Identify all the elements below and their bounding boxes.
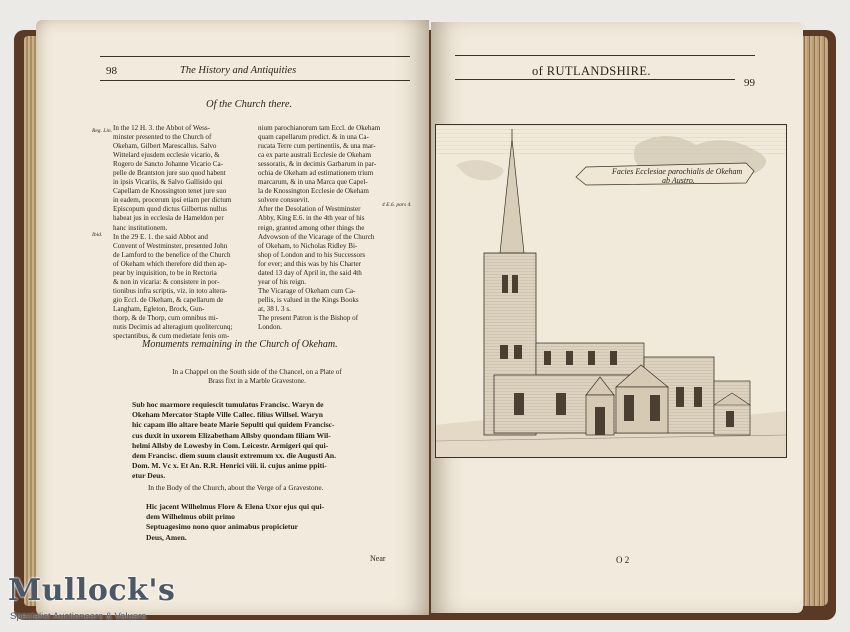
signature-mark: O 2 (616, 555, 630, 565)
column-2-line: for ever; and this was by his Charter (258, 259, 362, 268)
column-1-line: of Okeham which therefore did then ap- (113, 259, 227, 268)
column-2-line: at, 38 l. 3 s. (258, 304, 291, 313)
header-rule-top (100, 56, 410, 57)
margin-note-reg: Reg. Lin. (92, 128, 113, 134)
column-2-line: year of his reign. (258, 277, 307, 286)
column-2-line: Abby, King E.6. in the 4th year of his (258, 214, 365, 223)
column-2-line: la de Knossington Ecclesie de Okeham (258, 187, 369, 196)
column-1-line: pelle de Brantston jure suo quod habent (113, 169, 226, 178)
chappel-note-line: Brass fixt in a Marble Gravestone. (208, 377, 306, 386)
inscription-2-line: Deus, Amen. (146, 532, 187, 542)
column-1-line: thorp, & de Thorp, cum omnibus mi- (113, 313, 219, 322)
column-1-line: nutis Decimis ad alteragium quolitercunq; (113, 323, 233, 332)
column-2-line: dated 13 day of April in, the said 4th (258, 268, 362, 277)
column-2-line: quam capellarum predict. & in una Ca- (258, 133, 369, 142)
right-page-number: 99 (744, 77, 755, 89)
column-1-line: Episcopum quod dictus Gilbertus nullus (113, 205, 227, 214)
inscription-1-line: helmi Allsby de Lowesby in Com. Leicestr. Armigeri qui qui- (132, 440, 329, 450)
column-1-line: spectantibus, & cum medietate fenis om- (113, 332, 230, 341)
column-2-line: shop of London and to his Successors (258, 250, 366, 259)
column-2-line: The Vicarage of Okeham cum Ca- (258, 286, 356, 295)
column-1-line: In the 29 E. 1. the said Abbot and (113, 232, 208, 241)
left-page-number: 98 (106, 65, 117, 77)
column-2-line: reign, granted among other things the (258, 223, 365, 232)
column-2-line: ca ex parte australi Ecclesie de Okeham (258, 151, 372, 160)
text-column-1 (113, 124, 249, 341)
church-illustration (436, 125, 786, 457)
column-1-line: In the 12 H. 3. the Abbot of Wess- (113, 124, 211, 132)
inscription-warryn (132, 400, 336, 482)
column-1-line: in ipsis Vicariis, & Salvo Gallisido qui (113, 178, 223, 187)
column-2-line: sessoratis, & in decimis Garbarum in par- (258, 160, 377, 169)
inscription-2-line: dem Wilhelmus obiit primo (146, 512, 235, 522)
inscription-1-line: hic capam illo altare beate Marie Sepulti qui quidem Francisc- (132, 420, 335, 430)
inscription-1-line: Sub hoc marmore requiescit tumulatus Francisc. Waryn de (132, 400, 324, 409)
left-running-head: The History and Antiquities (180, 65, 297, 76)
church-engraving (435, 124, 787, 458)
inscription-2-line: Hic jacent Wilhelmus Flore & Elena Uxor ejus qui qui- (146, 502, 325, 511)
column-1-line: Capellam de Knossington tenet jure suo (113, 187, 227, 196)
inscription-1-line: Okeham Mercator Staple Ville Callec. filius Willsel. Waryn (132, 410, 324, 420)
column-1-line: tionibus infra scriptis, viz. in toto altera- (113, 286, 228, 295)
page-edges-right (802, 36, 828, 606)
inscription-1-line: etur Deus. (132, 471, 166, 481)
inscription-1-line: cus duxit in uxorem Elizabetham Allsby quondam filiam Wil- (132, 430, 331, 440)
column-1-line: Okeham, Gilbert Marescallus. Salvo (113, 142, 217, 151)
right-running-head: of RUTLANDSHIRE. (532, 64, 651, 78)
column-1-line: Convent of Westminster, presented John (113, 241, 228, 250)
inscription-flore (146, 502, 324, 543)
column-1-line: Rogero de Sancto Johanne Vicario Ca- (113, 160, 223, 169)
column-2-line: solvere consuevit. (258, 196, 310, 205)
body-note: In the Body of the Church, about the Verge of a Gravestone. (148, 483, 324, 492)
column-2-line: Advowson of the Vicarage of the Church (258, 232, 375, 241)
column-2-line: London. (258, 323, 282, 332)
inscription-1-line: Dom. M. Vc x. Et An. R.R. Henrici viii. ii. cujus anime ppiti- (132, 461, 327, 471)
inscription-2-line: Septuagesimo nono quor animabus propicietur (146, 522, 299, 532)
column-2-line: rucata Terre cum pertinentiis, & una mar- (258, 142, 376, 151)
column-2-line: ochia de Okeham ad estimationem trium (258, 169, 374, 178)
column-1-line: gio Eccl. de Okeham, & capellarum de (113, 295, 224, 304)
catchword: Near (370, 554, 386, 563)
engraving-caption-1: Facies Ecclesiae parochialis de Okeham (612, 167, 743, 176)
column-1-line: hanc institutionem. (113, 223, 168, 232)
chappel-note-line: In a Chappel on the South side of the Chancel, on a Plate of (172, 368, 342, 376)
column-1-line: habeat jus in ecclesia de Hameldon per (113, 214, 224, 223)
chappel-note (112, 368, 402, 386)
text-column-2 (258, 124, 398, 332)
watermark-brand: Mullock's (8, 573, 176, 608)
column-2-line: After the Desolation of Westminster (258, 205, 361, 214)
column-1-line: in eadem, procerum ipsi etiam per dictum (113, 196, 232, 205)
margin-note-edward: 4 E.6. pars 4. (382, 202, 412, 208)
header-rule-bottom (100, 80, 410, 81)
column-1-line: Langham, Egleton, Brock, Gun- (113, 304, 205, 313)
column-1-line: pear by inquisition, to be in Rectoria (113, 268, 217, 277)
column-2-line: nium parochianorum tam Eccl. de Okeham (258, 124, 381, 132)
column-1-line: Wittelard ejusdem ecclesie vicario, & (113, 151, 220, 160)
column-2-line: marcarum, & in una Marca que Capel- (258, 178, 368, 187)
column-1-line: minster presented to the Church of (113, 133, 212, 142)
engraving-caption-2: ab Austro. (662, 176, 695, 185)
section-title: Of the Church there. (206, 99, 293, 110)
auctioneer-watermark (6, 573, 176, 627)
column-1-line: de Lamford to the benefice of the Church (113, 250, 231, 259)
watermark-tagline: Specialist Auctioneers & Valuers (10, 611, 147, 622)
column-1-line: & non in vicaria: & consistere in por- (113, 277, 220, 286)
monuments-heading: Monuments remaining in the Church of Okeham. (142, 339, 338, 350)
column-2-line: of Okeham, to Nicholas Ridley Bi- (258, 241, 358, 250)
right-header-rule-top (455, 55, 755, 56)
inscription-1-line: dem Francisc. diem suum clausit extremum xx. die Augusti An. (132, 451, 337, 461)
right-header-rule-bottom (455, 79, 735, 80)
margin-note-ibid: Ibid. (92, 232, 103, 238)
column-2-line: The present Patron is the Bishop of (258, 313, 359, 322)
column-2-line: pellis, is valued in the Kings Books (258, 295, 359, 304)
